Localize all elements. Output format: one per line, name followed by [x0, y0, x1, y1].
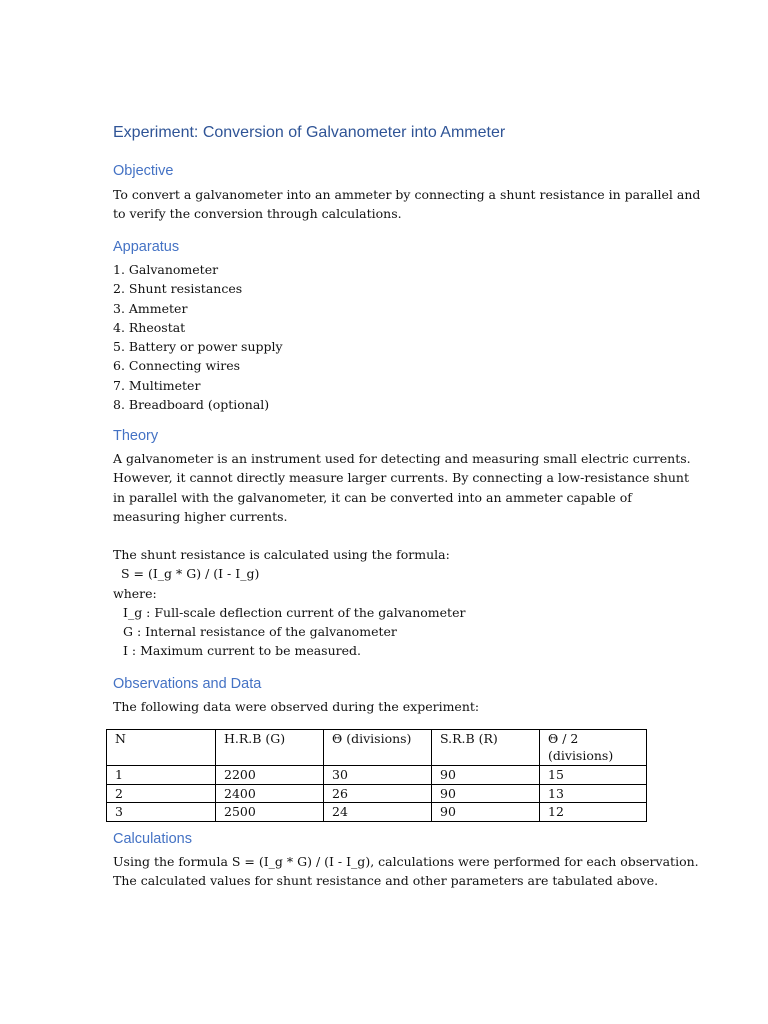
theory-line: A galvanometer is an instrument used for detecting and measuring small electric currents.	[113, 451, 691, 466]
where-label: where:	[113, 585, 157, 601]
table-cell: 12	[540, 803, 647, 822]
table-cell: 3	[107, 803, 216, 822]
calculations-heading: Calculations	[113, 831, 192, 847]
calculations-line: Using the formula S = (I_g * G) / (I - I_g), calculations were performed for each observation.	[113, 854, 699, 869]
observations-intro: The following data were observed during the experiment:	[113, 699, 480, 714]
apparatus-heading: Apparatus	[113, 239, 180, 255]
definition-i: I : Maximum current to be measured.	[123, 643, 361, 659]
theory-heading: Theory	[113, 428, 159, 444]
table-cell: 24	[324, 803, 432, 822]
table-cell: 90	[432, 803, 540, 822]
table-cell: 15	[540, 766, 647, 785]
theory-paragraph	[113, 449, 691, 526]
objective-line: to verify the conversion through calculations.	[113, 206, 402, 222]
theory-line: in parallel with the galvanometer, it can be converted into an ammeter capable of	[113, 489, 632, 505]
table-row	[107, 784, 647, 803]
table-cell: 26	[324, 784, 432, 803]
observations-heading: Observations and Data	[113, 676, 262, 692]
table-header-cell: Θ / 2 (divisions)	[540, 730, 647, 766]
table-header-row	[107, 730, 647, 766]
table-header-cell: S.R.B (R)	[432, 730, 540, 766]
table-cell: 2400	[216, 784, 324, 803]
table-header-cell: Θ (divisions)	[324, 730, 432, 766]
theory-formula-block	[113, 545, 658, 661]
apparatus-item: 6. Connecting wires	[113, 358, 241, 374]
objective-text	[113, 185, 701, 224]
formula-intro: The shunt resistance is calculated using the formula:	[113, 547, 450, 562]
table-cell: 1	[107, 766, 216, 785]
calculations-line: The calculated values for shunt resistance and other parameters are tabulated above.	[113, 873, 659, 889]
definition-g: G : Internal resistance of the galvanometer	[123, 624, 397, 640]
calculations-text	[113, 852, 699, 891]
table-cell: 30	[324, 766, 432, 785]
definition-ig: I_g : Full-scale deflection current of the galvanometer	[123, 604, 466, 620]
theory-line: measuring higher currents.	[113, 508, 288, 524]
objective-line: To convert a galvanometer into an ammeter by connecting a shunt resistance in parallel and	[113, 187, 701, 202]
table-row	[107, 803, 647, 822]
observations-table	[106, 729, 647, 822]
apparatus-item: 5. Battery or power supply	[113, 339, 283, 355]
table-header-cell: N	[107, 730, 216, 766]
apparatus-list	[113, 260, 658, 414]
shunt-formula: S = (I_g * G) / (I - I_g)	[121, 566, 260, 582]
apparatus-item: 4. Rheostat	[113, 319, 186, 335]
apparatus-item: 2. Shunt resistances	[113, 281, 243, 297]
table-cell: 2500	[216, 803, 324, 822]
table-cell: 90	[432, 784, 540, 803]
theory-line: However, it cannot directly measure larger currents. By connecting a low-resistance shunt	[113, 470, 690, 486]
table-row	[107, 766, 647, 785]
apparatus-item: 7. Multimeter	[113, 377, 201, 393]
objective-heading: Objective	[113, 163, 174, 179]
table-cell: 90	[432, 766, 540, 785]
apparatus-item: 1. Galvanometer	[113, 262, 219, 277]
apparatus-item: 3. Ammeter	[113, 300, 188, 316]
table-cell: 2	[107, 784, 216, 803]
apparatus-item: 8. Breadboard (optional)	[113, 397, 270, 413]
document-title: Experiment: Conversion of Galvanometer into Ammeter	[113, 124, 506, 141]
table-cell: 13	[540, 784, 647, 803]
table-cell: 2200	[216, 766, 324, 785]
table-header-cell: H.R.B (G)	[216, 730, 324, 766]
